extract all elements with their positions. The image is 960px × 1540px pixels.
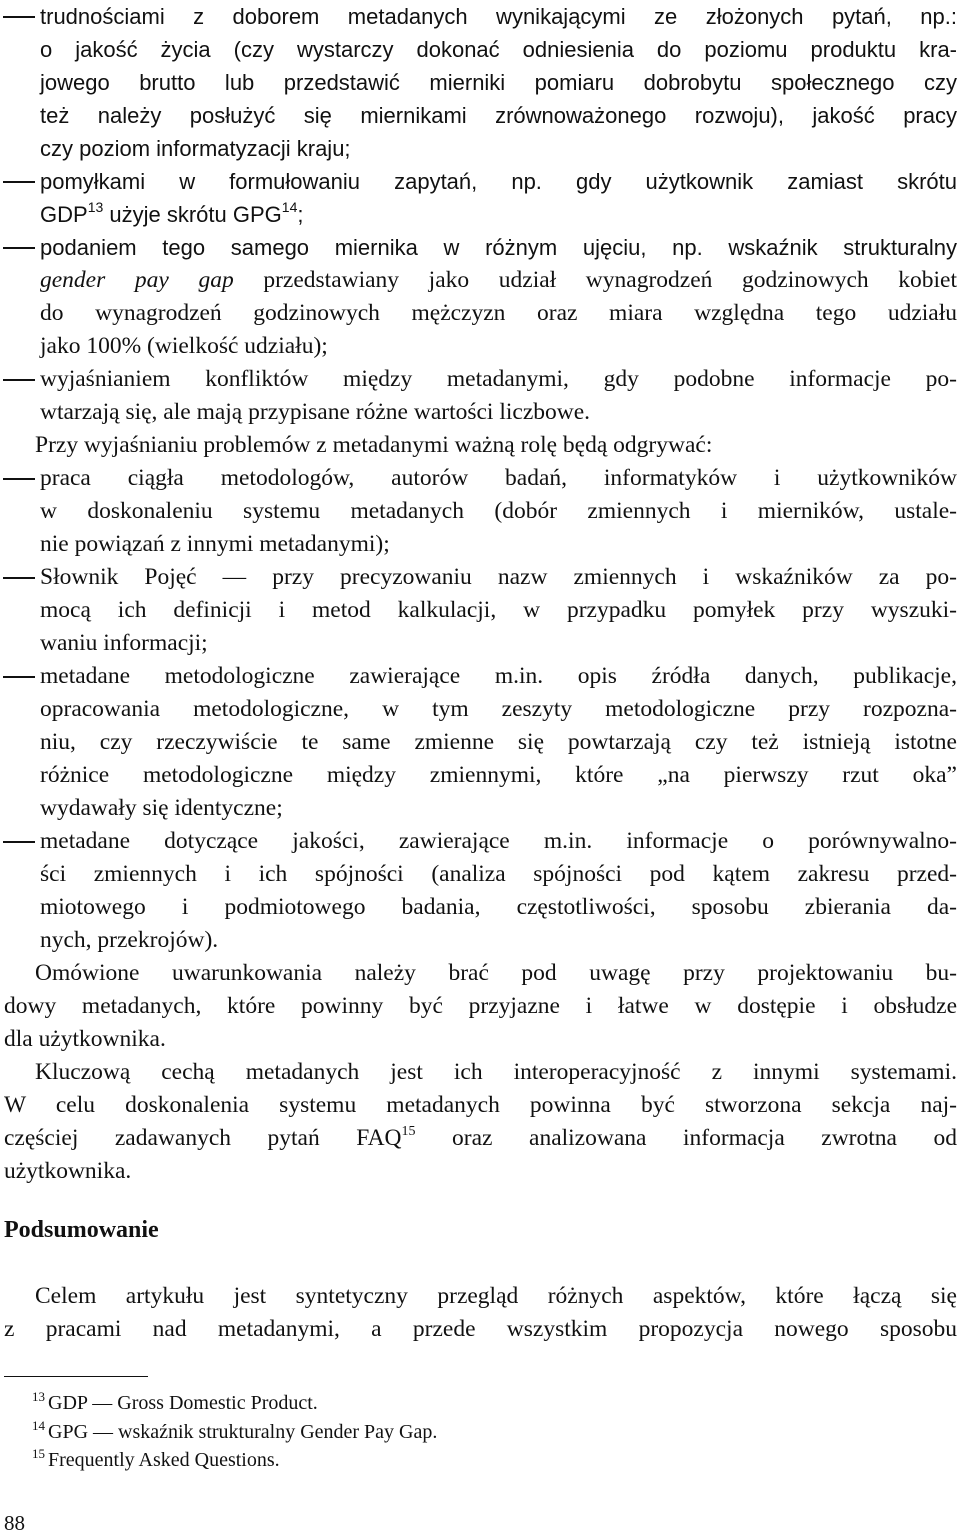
list-item-line: w doskonaleniu systemu metadanych (dobór zmiennych i mierników, ustale- xyxy=(40,498,957,524)
list-item-line: wydawały się identyczne; xyxy=(40,795,283,821)
footnote-number: 14 xyxy=(32,1418,45,1433)
footnote-ref[interactable]: 15 xyxy=(401,1124,416,1139)
text-fragment: częściej zadawanych pytań FAQ xyxy=(4,1125,402,1151)
paragraph-line: Celem artykułu jest syntetyczny przegląd różnych aspektów, które łączą się xyxy=(35,1283,957,1309)
list-item-line: wyjaśnianiem konfliktów między metadanymi, gdy podobne informacje po- xyxy=(40,366,957,392)
footnote-separator xyxy=(4,1376,148,1377)
paragraph-line: użytkownika. xyxy=(4,1158,132,1184)
footnote-number: 15 xyxy=(32,1446,45,1461)
list-item-line: metadane metodologiczne zawierające m.in. opis źródła danych, publikacje, xyxy=(40,663,957,689)
list-item-line: też należy posłużyć się miernikami zrównoważonego rozwoju), jakość pracy xyxy=(40,103,957,128)
list-item-line xyxy=(40,198,957,231)
italic-term: gender pay gap xyxy=(40,267,234,293)
footnote-number: 13 xyxy=(32,1389,45,1404)
bullet-dash xyxy=(3,181,35,183)
footnote xyxy=(32,1390,318,1416)
text-fragment: ; xyxy=(297,202,304,227)
page-number: 88 xyxy=(4,1511,25,1535)
footnote-text: GDP — Gross Domestic Product. xyxy=(48,1392,318,1414)
footnote-ref[interactable]: 13 xyxy=(87,199,104,215)
text-fragment: przedstawiany jako udział wynagrodzeń godzinowych kobiet xyxy=(233,267,958,293)
list-item-line: jowego brutto lub przedstawić mierniki pomiaru dobrobytu społecznego czy xyxy=(40,70,957,95)
list-item-line: mocą ich definicji i metod kalkulacji, w przypadku pomyłek przy wyszuki- xyxy=(40,597,957,623)
list-item-line: metadane dotyczące jakości, zawierające m.in. informacje o porównywalno- xyxy=(40,828,957,854)
footnote-text: Frequently Asked Questions. xyxy=(48,1449,280,1471)
list-item-line: ści zmiennych i ich spójności (analiza spójności pod kątem zakresu przed- xyxy=(40,861,957,887)
paragraph-line: dowy metadanych, które powinny być przyjazne i łatwe w dostępie i obsłudze xyxy=(4,993,957,1019)
bullet-dash xyxy=(3,379,35,381)
text-fragment: oraz analizowana informacja zwrotna od xyxy=(415,1125,957,1151)
abbr-gdp: GDP xyxy=(40,202,88,227)
intro-line: Przy wyjaśnianiu problemów z metadanymi ważną rolę będą odgrywać: xyxy=(35,432,713,458)
bullet-dash xyxy=(3,478,35,480)
list-item-line: waniu informacji; xyxy=(40,630,208,656)
paragraph-line: W celu doskonalenia systemu metadanych powinna być stworzona sekcja naj- xyxy=(4,1092,957,1118)
paragraph-line: Kluczową cechą metadanych jest ich interoperacyjność z innymi systemami. xyxy=(35,1059,957,1085)
list-item-line: podaniem tego samego miernika w różnym ujęciu, np. wskaźnik strukturalny xyxy=(40,235,957,260)
section-heading: Podsumowanie xyxy=(4,1217,159,1243)
list-item-line: Słownik Pojęć — przy precyzowaniu nazw zmiennych i wskaźników za po- xyxy=(40,564,957,590)
list-item-line: pomyłkami w formułowaniu zapytań, np. gdy użytkownik zamiast skrótu xyxy=(40,169,957,194)
list-item-line xyxy=(40,264,957,297)
footnote-text: GPG — wskaźnik strukturalny Gender Pay Gap. xyxy=(48,1421,438,1443)
footnote xyxy=(32,1447,280,1473)
list-item-line: czy poziom informatyzacji kraju; xyxy=(40,136,351,161)
bullet-dash xyxy=(3,841,35,843)
paragraph-line xyxy=(4,1122,957,1155)
paragraph-line: dla użytkownika. xyxy=(4,1026,166,1052)
text-fragment: użyje skrótu xyxy=(103,202,233,227)
list-item-line: jako 100% (wielkość udziału); xyxy=(40,333,328,359)
bullet-dash xyxy=(3,247,35,249)
list-item-line: miotowego i podmiotowego badania, częstotliwości, sposobu zbierania da- xyxy=(40,894,957,920)
paragraph-line: Omówione uwarunkowania należy brać pod uwagę przy projektowaniu bu- xyxy=(35,960,957,986)
footnote xyxy=(32,1419,437,1445)
bullet-dash xyxy=(3,16,35,18)
bullet-dash xyxy=(3,577,35,579)
list-item-line: niu, czy rzeczywiście te same zmienne się powtarzają czy też istnieją istotne xyxy=(40,729,957,755)
paragraph-line: z pracami nad metadanymi, a przede wszystkim propozycja nowego sposobu xyxy=(4,1316,957,1342)
bullet-dash xyxy=(3,676,35,678)
list-item-line: o jakość życia (czy wystarczy dokonać odniesienia do poziomu produktu kra- xyxy=(40,37,957,62)
list-item-line: nie powiązań z innymi metadanymi); xyxy=(40,531,390,557)
footnote-ref[interactable]: 14 xyxy=(281,199,298,215)
list-item-line: praca ciągła metodologów, autorów badań, informatyków i użytkowników xyxy=(40,465,957,491)
list-item-line: wtarzają się, ale mają przypisane różne wartości liczbowe. xyxy=(40,399,591,425)
list-item-line: trudnościami z doborem metadanych wynikającymi ze złożonych pytań, np.: xyxy=(40,4,957,29)
list-item-line: do wynagrodzeń godzinowych mężczyzn oraz miara względna tego udziału xyxy=(40,300,957,326)
list-item-line: różnice metodologiczne między zmiennymi, które „na pierwszy rzut oka” xyxy=(40,762,957,788)
abbr-gpg: GPG xyxy=(232,202,282,227)
list-item-line: opracowania metodologiczne, w tym zeszyty metodologiczne przy rozpozna- xyxy=(40,696,957,722)
list-item-line: nych, przekrojów). xyxy=(40,927,219,953)
